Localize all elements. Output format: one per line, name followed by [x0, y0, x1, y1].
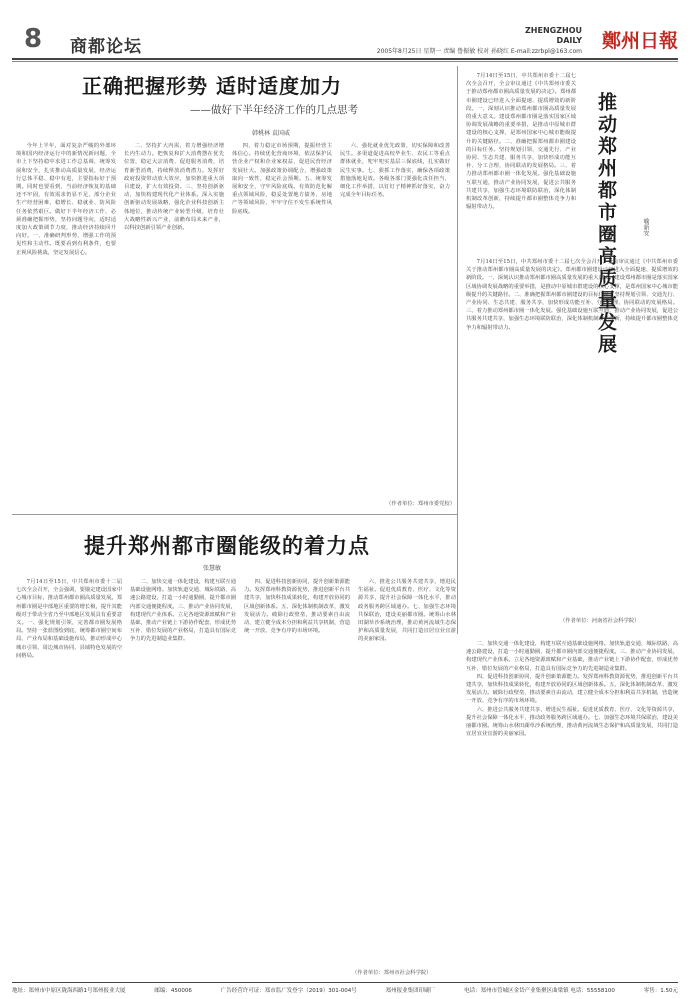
top-article-col-2: 二、坚持扩大内需，着力增强经济增长内生动力。把恢复和扩大消费摆在优先位置，稳定大宗消费，促进服务消费，培育新型消费，持续释放消费潜力。发挥好政府投资带动放大效应，加快推进重大项目建设，扩大有效投资。三、坚持创新驱动，加快构建现代化产业体系。深入实施创新驱动发展战略，强化企业科技创新主体地位，推动传统产业转型升级，培育壮大战略性新兴产业，前瞻布局未来产业，以科技创新引领产业创新。: [124, 143, 224, 232]
top-article-col-4: 六、强化就业优先政策，切实保障和改善民生。多渠道促进高校毕业生、农民工等重点群体就业，兜牢兜实基层三保底线，扎实做好民生实事。七、狠抓工作落实，确保各项政策措施落地见效。各级各部门要强化责任担当，细化工作举措，以钉钉子精神抓好落实，奋力完成全年目标任务。: [340, 143, 450, 199]
middle-article-col-4: 六、推进公共服务共建共享，增进民生福祉。促进优质教育、医疗、文化等资源共享，提升社会保障一体化水平，推动政务服务跨区域通办。七、加强生态环境共保联治，建设美丽都市圈。统筹山水林田湖草沙系统治理，推动黄河流域生态保护和高质量发展，共同打造宜居宜业宜游的美丽家园。: [358, 579, 456, 643]
section-title: 商都论坛: [70, 37, 142, 57]
middle-article-source: （作者单位：郑州市社会科学院）: [352, 970, 432, 976]
middle-article-author: 张慧敏: [203, 565, 222, 572]
footer-license: 广告经营许可证：郑市监广发登字（2019）301-004号: [220, 988, 357, 994]
footer-price: 零售：1.50元: [643, 988, 678, 994]
footer-phone: 电话：郑州市管城区金岱产业集聚区曲梁镇 电话：55558100: [464, 988, 615, 994]
issue-info: 2005年8月25日 星期一 责编 鲁振敏 校对 孙晓红 E-mail:zzrbpl@163.com: [376, 48, 582, 55]
top-article-source: （作者单位：郑州市委党校）: [386, 501, 455, 507]
right-article-source: （作者单位：河南省社会科学院）: [560, 618, 640, 624]
top-article-title: 正确把握形势 适时适度加力: [82, 74, 342, 98]
footer-printer: 郑州报业集团印刷厂: [385, 988, 436, 994]
middle-article-col-3: 四、促进科技创新协同，提升创新策源能力。发挥郑州科教资源优势，推进创新平台共建共享，加快科技成果转化，构建开放协同的区域创新体系。五、深化体制机制改革，激发发展活力。破除行政壁垒，推动要素自由流动，建立健全成本分担和利益共享机制，营造统一开放、竞争有序的市场环境。: [244, 579, 350, 635]
header-rule-thin: [12, 61, 678, 62]
paper-header: [348, 26, 678, 56]
page-number: 8: [23, 24, 43, 54]
middle-article-title: 提升郑州都市圈能级的着力点: [84, 534, 370, 558]
footer-rule: [12, 982, 678, 983]
header-rule: [12, 58, 678, 60]
footer-address: 地址：郑州市中原区陇海西路1号郑州报业大厦: [12, 988, 126, 994]
right-article-divider: [457, 66, 458, 634]
masthead: [0, 0, 690, 58]
right-lower-body: 二、加快交通一体化建设，构建互联互通基础设施网络。加快轨道交通、城际铁路、高速公路建设，打造一小时通勤圈，提升都市圈内部交通便捷程度。三、推动产业协同发展，构建现代产业体系。立足各地资源禀赋和产业基础，推动产业链上下游协作配套，形成优势互补、错位发展的产业格局，打造具有国际竞争力的先进制造业集群。 四、促进科技创新协同，提升创新策源能力。发挥郑州科教资源优势，推进创新平台共建共享，加快科技成果转化，构建开放协同的区域创新体系。五、深化体制机制改革，激发发展活力。破除行政壁垒，推动要素自由流动，建立健全成本分担和利益共享机制，营造统一开放、竞争有序的市场环境。 六、推进公共服务共建共享，增进民生福祉。促进优质教育、医疗、文化等资源共享，提升社会保障一体化水平，推动政务服务跨区域通办。七、加强生态环境共保联治，建设美丽都市圈。统筹山水林田湖草沙系统治理，推动黄河流域生态保护和高质量发展，共同打造宜居宜业宜游的美丽家园。: [466, 641, 678, 738]
paper-logo: 鄭州日報: [601, 30, 678, 52]
footer-postcode: 邮编：450006: [154, 988, 192, 994]
right-article-title: 推动郑州都市圈高质量发展: [595, 92, 617, 356]
top-article-subtitle: ——做好下半年经济工作的几点思考: [190, 104, 358, 116]
middle-article-rule: [12, 514, 457, 515]
top-article-author: 韩桃林 袁国威: [252, 130, 290, 137]
right-article-body: 7月14日至15日，中共郑州市委十二届七次全会召开，全会审议通过《中共郑州市委关于推动郑州都市圈高质量发展的决定》。郑州都市圈建设已经进入全面提速、提质增效的新阶段。一、深刻认识推动郑州都市圈高质量发展的重大意义。建设郑州都市圈是落实国家区域协调发展战略的重要举措，是推动中原城市群建设的核心支撑，是郑州国家中心城市能级提升的关键路径。二、准确把握郑州都市圈建设的目标任务。坚持规划引领、交通先行、产业协同、生态共建、服务共享，加快形成功能互补、分工合理、协同联动的发展格局。三、着力推动郑州都市圈一体化发展。强化基础设施互联互通，推动产业协同发展，促进公共服务共建共享，加强生态环境联防联治，深化体制机制改革创新，持续提升都市圈整体竞争力和辐射带动力。: [466, 259, 678, 331]
footer: [12, 986, 678, 994]
top-article-col-1: 今年上半年，面对复杂严峻的外部环境和国内经济运行中的新情况新问题，全市上下坚持稳中求进工作总基调，统筹发展和安全，扎实推动高质量发展，经济运行总体平稳、稳中有进，主要指标好于预期。同时也要看到，当前经济恢复的基础还不牢固，有效需求仍显不足，部分企业生产经营困难，稳增长、稳就业、防风险任务依然艰巨。做好下半年经济工作，必须准确把握形势，坚持问题导向，适时适度加大政策调节力度，推动经济持续回升向好。一、准确研判形势，增强工作的预见性和主动性。既要看到有利条件，也要正视风险挑战，坚定发展信心。: [16, 143, 116, 256]
top-article-col-3: 四、着力稳定市场预期，提振经营主体信心。持续优化营商环境，依法保护民营企业产权和企业家权益，促进民营经济发展壮大。加强政策协调配合，增强政策取向一致性，稳定社会预期。五、统筹发展和安全，守牢风险底线。有效防范化解重点领域风险，稳妥处置地方债务、房地产等领域风险，牢牢守住不发生系统性风险底线。: [232, 143, 332, 215]
right-article-author: 喻新安: [642, 218, 649, 236]
paper-english-name: ZHENGZHOU DAILY: [524, 26, 582, 45]
right-article-intro: 7月14日至15日，中共郑州市委十二届七次全会召开，全会审议通过《中共郑州市委关于推动郑州都市圈高质量发展的决定》。郑州都市圈建设已经进入全面提速、提质增效的新阶段。一、深刻认识推动郑州都市圈高质量发展的重大意义。建设郑州都市圈是落实国家区域协调发展战略的重要举措，是推动中原城市群建设的核心支撑，是郑州国家中心城市能级提升的关键路径。二、准确把握郑州都市圈建设的目标任务。坚持规划引领、交通先行、产业协同、生态共建、服务共享，加快形成功能互补、分工合理、协同联动的发展格局。三、着力推动郑州都市圈一体化发展。强化基础设施互联互通，推动产业协同发展，促进公共服务共建共享，加强生态环境联防联治，深化体制机制改革创新，持续提升都市圈整体竞争力和辐射带动力。: [466, 73, 576, 211]
middle-article-col-1: 7月14日至15日，中共郑州市委十二届七次全会召开，全会强调，要锚定建设国家中心城市目标，推动郑州都市圈高质量发展。郑州都市圈是中部地区重要的增长极，提升其能级对于带动全省乃至中部地区发展具有重要意义。一、强化规划引领，完善都市圈发展格局。坚持一张蓝图绘到底，统筹都市圈空间布局、产业布局和基础设施布局，推动形成中心城市引领、周边城市协同、县域特色发展的空间格局。: [16, 579, 122, 659]
middle-article-col-2: 二、加快交通一体化建设，构建互联互通基础设施网络。加快轨道交通、城际铁路、高速公路建设，打造一小时通勤圈，提升都市圈内部交通便捷程度。三、推动产业协同发展，构建现代产业体系。立足各地资源禀赋和产业基础，推动产业链上下游协作配套，形成优势互补、错位发展的产业格局，打造具有国际竞争力的先进制造业集群。: [130, 579, 236, 643]
